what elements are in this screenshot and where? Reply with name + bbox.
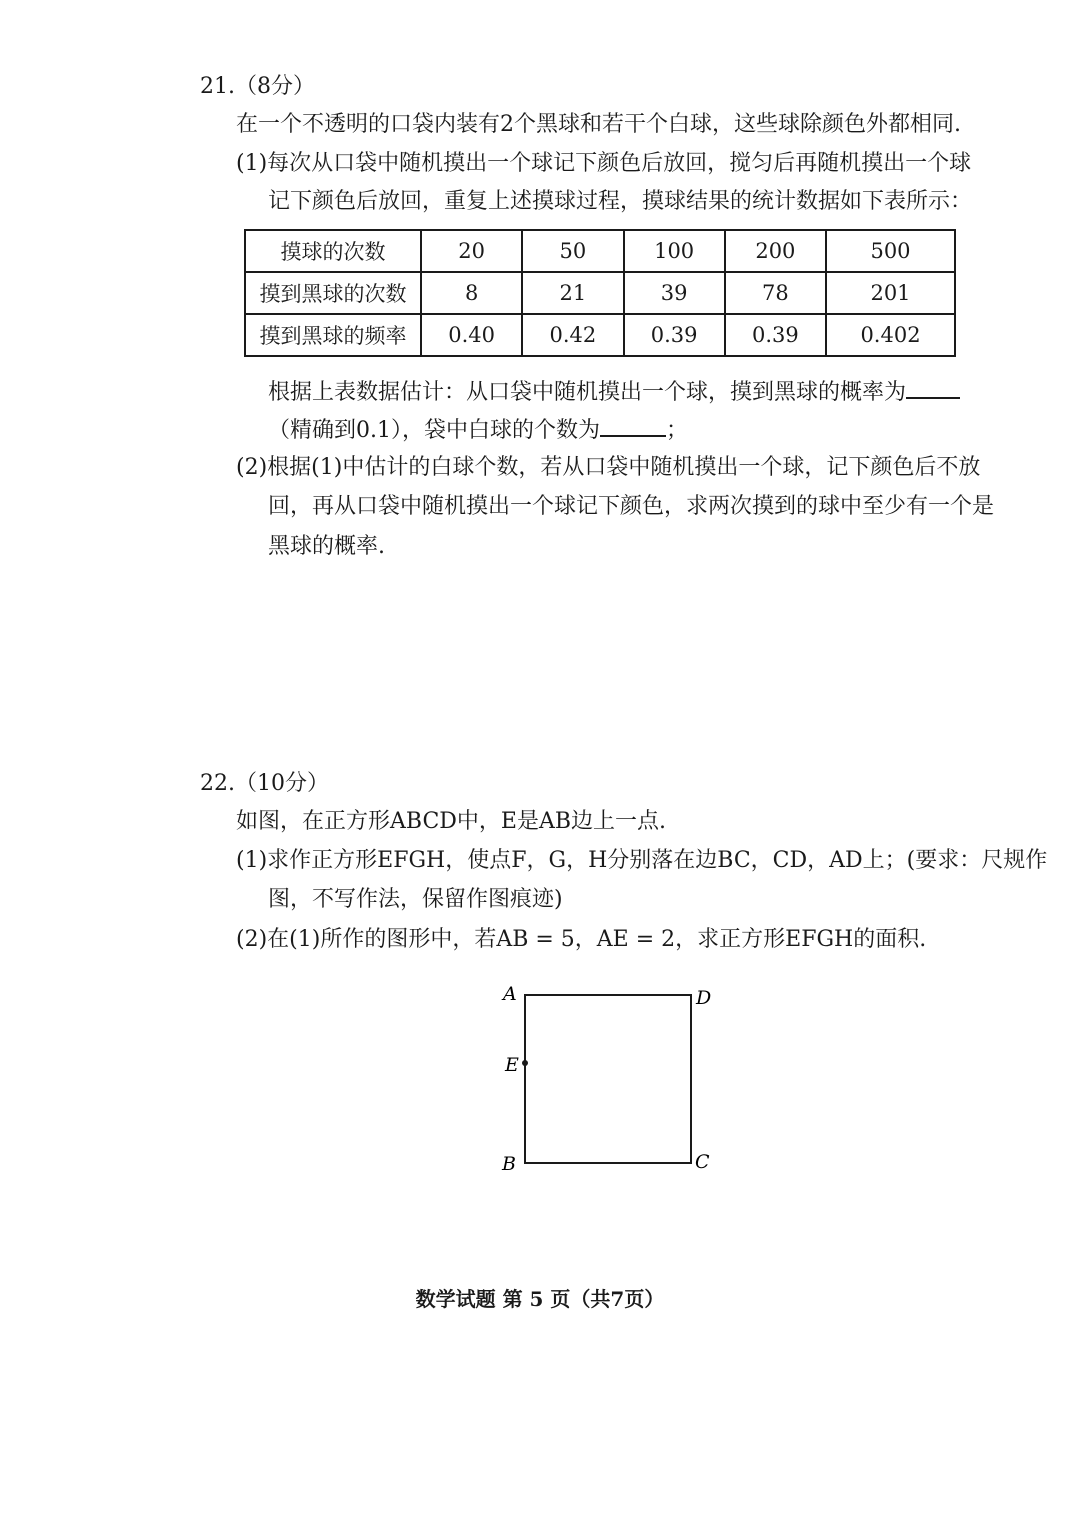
table-cell: 50 bbox=[522, 230, 623, 272]
table-cell: 201 bbox=[826, 272, 955, 314]
page-footer: 数学试题 第 5 页（共7页） bbox=[415, 1287, 665, 1311]
square-abcd bbox=[525, 995, 691, 1163]
table-cell: 0.42 bbox=[522, 314, 623, 356]
table-cell: 78 bbox=[725, 272, 826, 314]
table-row-label: 摸到黑球的次数 bbox=[245, 272, 421, 314]
label-c: C bbox=[695, 1151, 710, 1173]
table-cell: 0.402 bbox=[826, 314, 955, 356]
label-d: D bbox=[696, 987, 712, 1009]
q22-header: 22.（10分） bbox=[200, 771, 329, 796]
q21-intro: 在一个不透明的口袋内装有2个黑球和若干个白球，这些球除颜色外都相同. bbox=[236, 112, 961, 137]
table-cell: 500 bbox=[826, 230, 955, 272]
q21-part2-line1: (2)根据(1)中估计的白球个数，若从口袋中随机摸出一个球，记下颜色后不放 bbox=[236, 455, 981, 480]
table-cell: 0.40 bbox=[421, 314, 522, 356]
label-e: E bbox=[505, 1054, 519, 1076]
table-cell: 21 bbox=[522, 272, 623, 314]
point-e bbox=[522, 1060, 528, 1066]
q21-part1-line2: 记下颜色后放回，重复上述摸球过程，摸球结果的统计数据如下表所示： bbox=[268, 189, 973, 214]
q21-estimate-line1 bbox=[268, 375, 960, 408]
table-cell: 100 bbox=[624, 230, 725, 272]
q21-part2-line3: 黑球的概率. bbox=[268, 534, 385, 559]
q21-part1-line1: (1)每次从口袋中随机摸出一个球记下颜色后放回，搅匀后再随机摸出一个球 bbox=[236, 151, 972, 176]
frequency-table bbox=[244, 229, 956, 357]
estimate-end: ； bbox=[666, 418, 689, 443]
square-abcd-figure bbox=[490, 980, 730, 1180]
q21-part2-line2: 回，再从口袋中随机摸出一个球记下颜色，求两次摸到的球中至少有一个是 bbox=[268, 494, 995, 519]
label-b: B bbox=[502, 1153, 516, 1175]
table-row bbox=[245, 314, 955, 356]
q22-intro: 如图，在正方形ABCD中，E是AB边上一点. bbox=[236, 809, 667, 834]
table-row bbox=[245, 272, 955, 314]
table-row bbox=[245, 230, 955, 272]
table-cell: 0.39 bbox=[725, 314, 826, 356]
q22-part1-line1: (1)求作正方形EFGH，使点F，G，H分别落在边BC，CD，AD上；(要求：尺规作 bbox=[236, 848, 1048, 873]
table-row-label: 摸球的次数 bbox=[245, 230, 421, 272]
estimate-text-2: （精确到0.1），袋中白球的个数为 bbox=[268, 418, 600, 443]
q21-estimate-line2 bbox=[268, 413, 688, 446]
white-count-blank bbox=[600, 413, 666, 437]
probability-blank bbox=[906, 375, 960, 399]
table-cell: 8 bbox=[421, 272, 522, 314]
q22-part1-line2: 图，不写作法，保留作图痕迹) bbox=[268, 887, 563, 912]
q22-part2-line1: (2)在(1)所作的图形中，若AB = 5，AE = 2，求正方形EFGH的面积. bbox=[236, 927, 927, 952]
table-cell: 20 bbox=[421, 230, 522, 272]
table-cell: 200 bbox=[725, 230, 826, 272]
q21-header: 21.（8分） bbox=[200, 74, 315, 99]
label-a: A bbox=[503, 983, 517, 1005]
table-cell: 39 bbox=[624, 272, 725, 314]
estimate-text: 根据上表数据估计：从口袋中随机摸出一个球，摸到黑球的概率为 bbox=[268, 380, 907, 405]
table-row-label: 摸到黑球的频率 bbox=[245, 314, 421, 356]
table-cell: 0.39 bbox=[624, 314, 725, 356]
